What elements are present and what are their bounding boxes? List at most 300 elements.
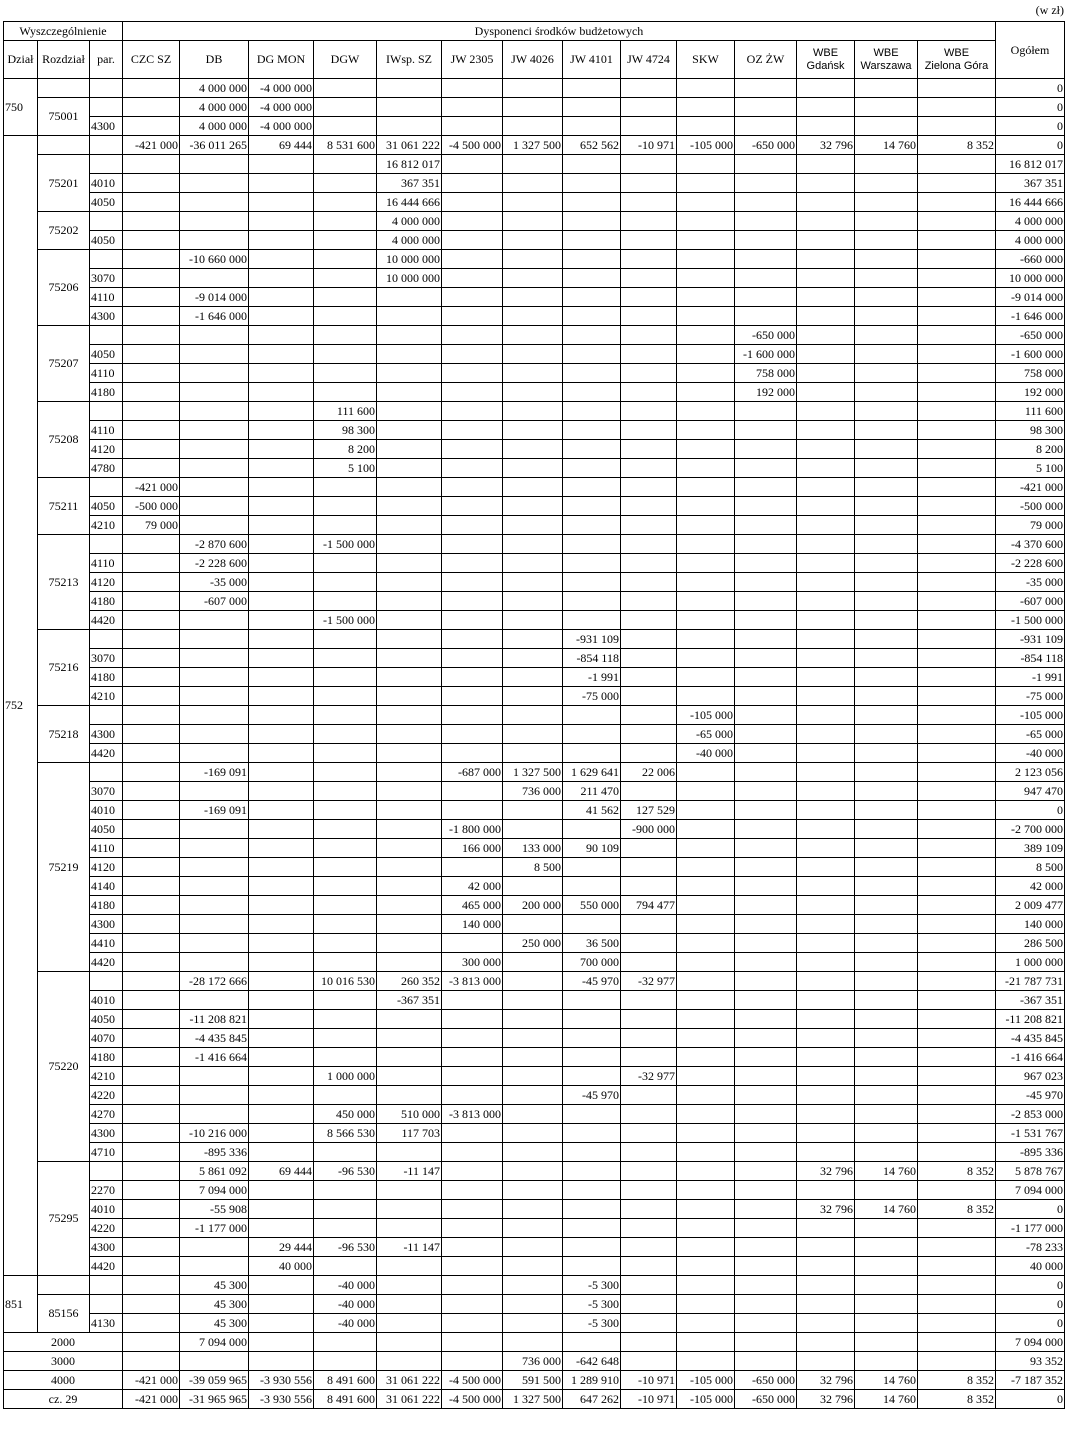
value-cell <box>249 364 314 383</box>
value-cell: -11 147 <box>377 1238 442 1257</box>
value-cell: 32 796 <box>797 1390 855 1409</box>
value-cell: 300 000 <box>442 953 503 972</box>
value-cell <box>621 687 677 706</box>
value-cell <box>249 934 314 953</box>
value-cell <box>123 877 180 896</box>
value-cell <box>621 1181 677 1200</box>
value-cell: -10 216 000 <box>180 1124 249 1143</box>
value-cell <box>735 763 797 782</box>
value-cell <box>918 1333 996 1352</box>
value-cell <box>503 953 563 972</box>
value-cell <box>855 630 918 649</box>
value-cell <box>735 991 797 1010</box>
value-cell <box>563 174 621 193</box>
value-cell <box>855 839 918 858</box>
value-cell: -854 118 <box>563 649 621 668</box>
value-cell <box>377 1181 442 1200</box>
value-cell <box>503 649 563 668</box>
header-disposer: JW 4101 <box>563 41 621 79</box>
total-cell: -78 233 <box>996 1238 1065 1257</box>
value-cell <box>442 383 503 402</box>
value-cell: -367 351 <box>377 991 442 1010</box>
value-cell <box>797 421 855 440</box>
value-cell <box>735 193 797 212</box>
value-cell <box>735 725 797 744</box>
rozdzial-cell: 75001 <box>38 98 90 136</box>
par-cell <box>90 250 123 269</box>
value-cell <box>918 801 996 820</box>
value-cell <box>314 668 377 687</box>
table-row <box>4 307 1065 326</box>
value-cell <box>180 820 249 839</box>
value-cell <box>735 858 797 877</box>
value-cell <box>123 1067 180 1086</box>
value-cell <box>677 345 735 364</box>
value-cell <box>735 839 797 858</box>
total-cell: 4 000 000 <box>996 212 1065 231</box>
value-cell <box>377 820 442 839</box>
value-cell <box>735 630 797 649</box>
value-cell <box>377 649 442 668</box>
total-cell: -21 787 731 <box>996 972 1065 991</box>
value-cell <box>503 307 563 326</box>
table-row <box>4 1200 1065 1219</box>
value-cell <box>442 1086 503 1105</box>
value-cell: -607 000 <box>180 592 249 611</box>
value-cell <box>621 174 677 193</box>
dzial-cell: 752 <box>4 136 38 1276</box>
value-cell: 69 444 <box>249 136 314 155</box>
value-cell <box>677 269 735 288</box>
value-cell <box>123 269 180 288</box>
par-cell <box>90 535 123 554</box>
value-cell <box>797 231 855 250</box>
value-cell <box>442 649 503 668</box>
value-cell <box>377 934 442 953</box>
value-cell: -687 000 <box>442 763 503 782</box>
table-row <box>4 592 1065 611</box>
value-cell <box>918 383 996 402</box>
value-cell <box>563 820 621 839</box>
value-cell <box>442 687 503 706</box>
value-cell <box>249 839 314 858</box>
table-row <box>4 326 1065 345</box>
total-cell: 0 <box>996 1390 1065 1409</box>
total-cell: 0 <box>996 1276 1065 1295</box>
value-cell <box>563 98 621 117</box>
value-cell <box>855 896 918 915</box>
par-cell: 4300 <box>90 117 123 136</box>
value-cell <box>735 117 797 136</box>
value-cell <box>563 79 621 98</box>
value-cell <box>677 1010 735 1029</box>
value-cell <box>442 1238 503 1257</box>
total-cell: 0 <box>996 117 1065 136</box>
value-cell <box>621 535 677 554</box>
value-cell: 550 000 <box>563 896 621 915</box>
par-cell: 4120 <box>90 440 123 459</box>
value-cell <box>855 706 918 725</box>
value-cell <box>180 478 249 497</box>
par-cell: 4010 <box>90 801 123 820</box>
value-cell <box>377 1010 442 1029</box>
value-cell <box>377 915 442 934</box>
value-cell <box>855 554 918 573</box>
value-cell <box>249 1124 314 1143</box>
value-cell: -3 930 556 <box>249 1390 314 1409</box>
value-cell <box>918 1067 996 1086</box>
par-cell: 4210 <box>90 516 123 535</box>
value-cell <box>442 592 503 611</box>
value-cell <box>797 554 855 573</box>
value-cell: -32 977 <box>621 972 677 991</box>
value-cell <box>180 915 249 934</box>
value-cell <box>249 649 314 668</box>
value-cell: 4 000 000 <box>180 98 249 117</box>
value-cell <box>123 1105 180 1124</box>
value-cell <box>735 440 797 459</box>
value-cell <box>123 440 180 459</box>
value-cell: -1 500 000 <box>314 535 377 554</box>
value-cell <box>621 1219 677 1238</box>
value-cell <box>377 1067 442 1086</box>
value-cell <box>918 573 996 592</box>
par-cell: 4050 <box>90 1010 123 1029</box>
value-cell <box>249 1048 314 1067</box>
total-cell: 93 352 <box>996 1352 1065 1371</box>
total-cell: 0 <box>996 1200 1065 1219</box>
value-cell <box>377 1333 442 1352</box>
value-cell <box>249 668 314 687</box>
value-cell <box>314 820 377 839</box>
value-cell <box>797 611 855 630</box>
value-cell <box>180 497 249 516</box>
value-cell <box>249 269 314 288</box>
value-cell <box>918 288 996 307</box>
value-cell <box>442 1333 503 1352</box>
table-row <box>4 231 1065 250</box>
header-disposer: IWsp. SZ <box>377 41 442 79</box>
value-cell <box>797 972 855 991</box>
value-cell <box>442 991 503 1010</box>
value-cell <box>377 1257 442 1276</box>
value-cell <box>855 193 918 212</box>
value-cell <box>442 1352 503 1371</box>
value-cell: 7 094 000 <box>180 1181 249 1200</box>
value-cell <box>918 1143 996 1162</box>
value-cell <box>918 649 996 668</box>
value-cell: 1 000 000 <box>314 1067 377 1086</box>
table-row <box>4 1124 1065 1143</box>
value-cell <box>314 554 377 573</box>
value-cell <box>855 725 918 744</box>
value-cell <box>677 212 735 231</box>
value-cell <box>677 820 735 839</box>
table-row <box>4 269 1065 288</box>
value-cell <box>621 98 677 117</box>
table-row <box>4 1048 1065 1067</box>
value-cell <box>621 934 677 953</box>
value-cell <box>503 383 563 402</box>
value-cell <box>677 535 735 554</box>
table-row <box>4 877 1065 896</box>
value-cell <box>503 573 563 592</box>
value-cell <box>503 1181 563 1200</box>
value-cell: -10 971 <box>621 1371 677 1390</box>
par-cell: 4110 <box>90 554 123 573</box>
total-cell: 0 <box>996 98 1065 117</box>
rozdzial-cell: 75206 <box>38 250 90 326</box>
total-cell: 8 200 <box>996 440 1065 459</box>
value-cell <box>377 877 442 896</box>
value-cell <box>621 1010 677 1029</box>
value-cell <box>442 440 503 459</box>
value-cell: 8 352 <box>918 1371 996 1390</box>
value-cell <box>918 1295 996 1314</box>
total-cell: 367 351 <box>996 174 1065 193</box>
value-cell <box>314 1086 377 1105</box>
value-cell: 32 796 <box>797 136 855 155</box>
value-cell: -5 300 <box>563 1276 621 1295</box>
header-wbe-line: WBE <box>873 46 899 59</box>
value-cell <box>249 1333 314 1352</box>
value-cell <box>621 573 677 592</box>
value-cell: -10 660 000 <box>180 250 249 269</box>
value-cell <box>180 1352 249 1371</box>
value-cell <box>735 1276 797 1295</box>
value-cell <box>918 1029 996 1048</box>
table-row <box>4 1257 1065 1276</box>
value-cell: 794 477 <box>621 896 677 915</box>
value-cell: -421 000 <box>123 1371 180 1390</box>
value-cell: 8 491 600 <box>314 1371 377 1390</box>
value-cell <box>249 1200 314 1219</box>
value-cell <box>855 440 918 459</box>
value-cell <box>735 934 797 953</box>
value-cell: 32 796 <box>797 1200 855 1219</box>
value-cell <box>621 79 677 98</box>
value-cell <box>677 554 735 573</box>
value-cell <box>180 1257 249 1276</box>
summary-row <box>4 1371 1065 1390</box>
value-cell <box>797 440 855 459</box>
total-cell: -65 000 <box>996 725 1065 744</box>
value-cell <box>314 1200 377 1219</box>
value-cell <box>735 250 797 269</box>
value-cell <box>918 231 996 250</box>
par-cell <box>90 1276 123 1295</box>
value-cell <box>249 1143 314 1162</box>
value-cell <box>563 212 621 231</box>
table-row <box>4 858 1065 877</box>
par-cell <box>90 326 123 345</box>
value-cell <box>123 1352 180 1371</box>
value-cell <box>735 1200 797 1219</box>
rozdzial-cell: 75202 <box>38 212 90 250</box>
total-cell: -607 000 <box>996 592 1065 611</box>
value-cell: -9 014 000 <box>180 288 249 307</box>
value-cell <box>377 1314 442 1333</box>
value-cell <box>442 1295 503 1314</box>
value-cell <box>918 782 996 801</box>
value-cell <box>503 1295 563 1314</box>
value-cell <box>797 858 855 877</box>
summary-row <box>4 1333 1065 1352</box>
value-cell <box>677 459 735 478</box>
value-cell: -32 977 <box>621 1067 677 1086</box>
value-cell <box>442 478 503 497</box>
value-cell: -45 970 <box>563 1086 621 1105</box>
value-cell <box>123 763 180 782</box>
value-cell <box>621 1352 677 1371</box>
table-row <box>4 934 1065 953</box>
value-cell <box>180 877 249 896</box>
value-cell <box>563 193 621 212</box>
value-cell: -3 930 556 <box>249 1371 314 1390</box>
value-cell <box>249 953 314 972</box>
value-cell <box>677 1181 735 1200</box>
value-cell: 16 812 017 <box>377 155 442 174</box>
par-cell: 4110 <box>90 288 123 307</box>
table-row <box>4 459 1065 478</box>
value-cell <box>735 478 797 497</box>
total-cell: -45 970 <box>996 1086 1065 1105</box>
value-cell <box>314 117 377 136</box>
value-cell <box>314 877 377 896</box>
value-cell <box>249 1010 314 1029</box>
value-cell <box>442 155 503 174</box>
value-cell <box>855 516 918 535</box>
value-cell <box>442 307 503 326</box>
value-cell <box>677 516 735 535</box>
value-cell: -931 109 <box>563 630 621 649</box>
value-cell <box>314 1010 377 1029</box>
value-cell <box>621 554 677 573</box>
total-cell: 7 094 000 <box>996 1333 1065 1352</box>
value-cell <box>797 725 855 744</box>
value-cell <box>918 1086 996 1105</box>
value-cell <box>621 288 677 307</box>
value-cell <box>918 516 996 535</box>
value-cell: -650 000 <box>735 1371 797 1390</box>
value-cell <box>855 1105 918 1124</box>
value-cell <box>797 516 855 535</box>
value-cell: -4 000 000 <box>249 79 314 98</box>
value-cell <box>442 573 503 592</box>
value-cell <box>180 668 249 687</box>
value-cell: -40 000 <box>314 1295 377 1314</box>
value-cell <box>918 820 996 839</box>
total-cell: 7 094 000 <box>996 1181 1065 1200</box>
value-cell <box>314 1048 377 1067</box>
par-cell: 4300 <box>90 307 123 326</box>
value-cell <box>314 1352 377 1371</box>
total-cell: 5 100 <box>996 459 1065 478</box>
value-cell <box>377 630 442 649</box>
value-cell <box>314 478 377 497</box>
par-cell: 3070 <box>90 649 123 668</box>
value-cell <box>677 364 735 383</box>
value-cell: -40 000 <box>314 1276 377 1295</box>
par-cell: 4300 <box>90 1124 123 1143</box>
value-cell <box>249 1219 314 1238</box>
value-cell <box>855 478 918 497</box>
value-cell <box>180 991 249 1010</box>
value-cell <box>123 288 180 307</box>
value-cell <box>123 953 180 972</box>
value-cell <box>123 1029 180 1048</box>
value-cell <box>377 421 442 440</box>
value-cell <box>377 516 442 535</box>
value-cell <box>314 1143 377 1162</box>
par-cell: 4210 <box>90 687 123 706</box>
value-cell: 8 352 <box>918 1162 996 1181</box>
value-cell: 200 000 <box>503 896 563 915</box>
par-cell: 4420 <box>90 1257 123 1276</box>
value-cell <box>249 611 314 630</box>
par-cell: 4180 <box>90 668 123 687</box>
value-cell <box>180 155 249 174</box>
value-cell <box>503 687 563 706</box>
value-cell <box>180 782 249 801</box>
value-cell <box>918 174 996 193</box>
value-cell <box>123 345 180 364</box>
value-cell: 8 352 <box>918 1390 996 1409</box>
table-row <box>4 1067 1065 1086</box>
value-cell <box>249 820 314 839</box>
value-cell <box>621 1029 677 1048</box>
value-cell <box>797 877 855 896</box>
value-cell <box>918 668 996 687</box>
value-cell <box>503 155 563 174</box>
value-cell <box>797 744 855 763</box>
value-cell <box>563 1257 621 1276</box>
total-cell: -854 118 <box>996 649 1065 668</box>
value-cell <box>677 1219 735 1238</box>
value-cell <box>442 1124 503 1143</box>
table-row <box>4 668 1065 687</box>
value-cell <box>918 1238 996 1257</box>
value-cell <box>377 668 442 687</box>
value-cell <box>677 1124 735 1143</box>
par-cell <box>90 478 123 497</box>
value-cell <box>123 307 180 326</box>
value-cell <box>621 1276 677 1295</box>
value-cell <box>442 117 503 136</box>
value-cell <box>377 953 442 972</box>
value-cell <box>377 896 442 915</box>
value-cell <box>249 1276 314 1295</box>
value-cell <box>442 706 503 725</box>
value-cell <box>249 554 314 573</box>
value-cell: -4 435 845 <box>180 1029 249 1048</box>
value-cell: 4 000 000 <box>377 231 442 250</box>
value-cell <box>314 725 377 744</box>
value-cell <box>735 1124 797 1143</box>
value-cell <box>377 383 442 402</box>
value-cell: 36 500 <box>563 934 621 953</box>
value-cell <box>797 649 855 668</box>
value-cell: 22 006 <box>621 763 677 782</box>
value-cell <box>377 611 442 630</box>
value-cell <box>314 649 377 668</box>
par-cell: 4010 <box>90 1200 123 1219</box>
table-row <box>4 782 1065 801</box>
header-disposer: DGW <box>314 41 377 79</box>
value-cell <box>563 288 621 307</box>
value-cell: 32 796 <box>797 1162 855 1181</box>
total-cell: -40 000 <box>996 744 1065 763</box>
